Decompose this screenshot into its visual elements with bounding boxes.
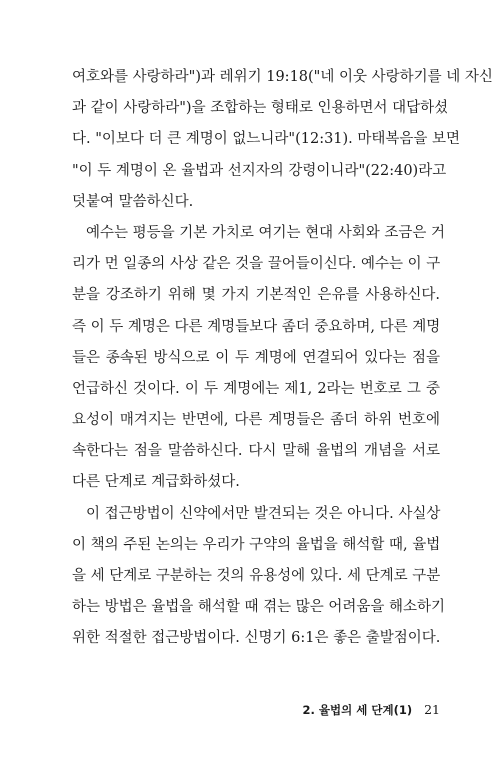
text-line: 분을 강조하기 위해 몇 가지 기본적인 은유를 사용하신다. xyxy=(72,287,440,304)
text-line: 여호와를 사랑하라")과 레위기 19:18("네 이웃 사랑하기를 네 자신 xyxy=(72,69,493,85)
text-line: 위한 적절한 접근방법이다. 신명기 6:1은 좋은 출발점이다. xyxy=(72,630,441,647)
text-line: 속한다는 점을 말씀하신다. 다시 말해 율법의 개념을 서로 xyxy=(72,443,440,460)
running-chapter-title: 2. 율법의 세 단계(1) xyxy=(302,703,413,717)
body-text xyxy=(72,62,493,655)
text-line: 요성이 매겨지는 반면에, 다른 계명들은 좀더 하위 번호에 xyxy=(72,412,440,429)
page-number: 21 xyxy=(424,702,440,717)
text-line: 을 세 단계로 구분하는 것의 유용성에 있다. 세 단계로 구분 xyxy=(72,568,441,584)
text-line: 리가 먼 일종의 사상 같은 것을 끌어들이신다. 예수는 이 구 xyxy=(72,256,441,273)
text-line: 이 책의 주된 논의는 우리가 구약의 율법을 해석할 때, 율법 xyxy=(72,536,441,553)
page-footer xyxy=(72,702,440,722)
text-line: 하는 방법은 율법을 해석할 때 겪는 많은 어려움을 해소하기 xyxy=(72,599,446,616)
text-line: 들은 종속된 방식으로 이 두 계명에 연결되어 있다는 점을 xyxy=(72,349,440,366)
text-line: 덧붙여 말씀하신다. xyxy=(72,193,194,210)
text-line: 다른 단계로 계급화하셨다. xyxy=(72,474,240,491)
text-line: 즉 이 두 계명은 다른 계명들보다 좀더 중요하며, 다른 계명 xyxy=(72,318,441,335)
text-line: "이 두 계명이 온 율법과 선지자의 강령이니라"(22:40)라고 xyxy=(72,162,447,179)
text-line: 언급하신 것이다. 이 두 계명에는 제1, 2라는 번호로 그 중 xyxy=(72,380,440,397)
text-line: 예수는 평등을 기본 가치로 여기는 현대 사회와 조금은 거 xyxy=(86,224,446,241)
text-line: 다. "이보다 더 큰 계명이 없느니라"(12:31). 마태복음을 보면 xyxy=(72,131,461,148)
text-line: 이 접근방법이 신약에서만 발견되는 것은 아니다. 사실상 xyxy=(86,505,441,522)
text-line: 과 같이 사랑하라")을 조합하는 형태로 인용하면서 대답하셨 xyxy=(72,100,449,117)
